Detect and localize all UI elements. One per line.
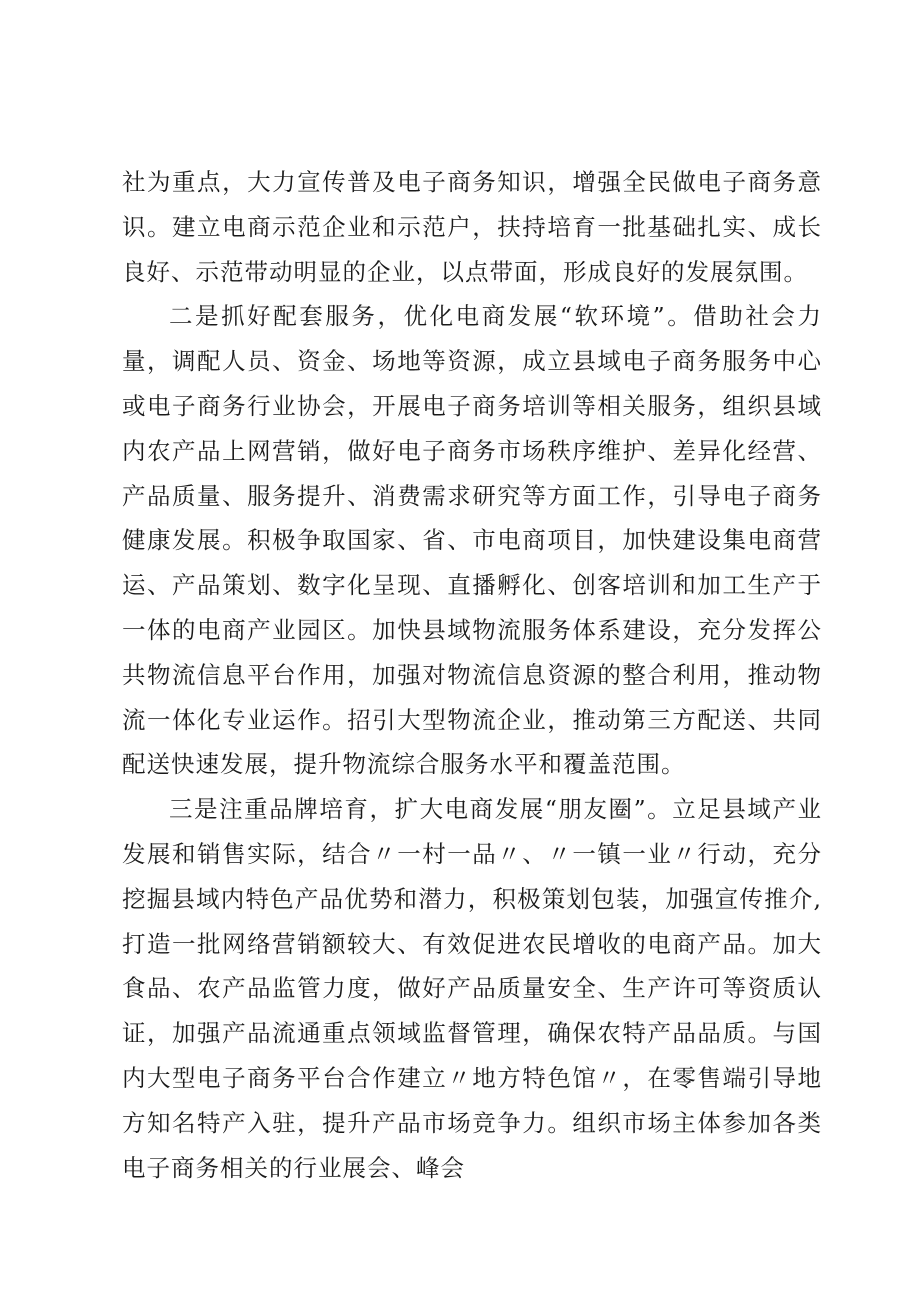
document-body: [122, 160, 822, 1190]
paragraph-2: 二是抓好配套服务，优化电商发展“软环境”。借助社会力量，调配人员、资金、场地等资源，成立县域电子商务服务中心或电子商务行业协会，开展电子商务培训等相关服务，组织县域内农产品上网营销，做好电子商务市场秩序维护、差异化经营、产品质量、服务提升、消费需求研究等方面工作，引导电子商务健康发展。积极争取国家、省、市电商项目，加快建设集电商营运、产品策划、数字化呈现、直播孵化、创客培训和加工生产于一体的电商产业园区。加快县域物流服务体系建设，充分发挥公共物流信息平台作用，加强对物流信息资源的整合利用，推动物流一体化专业运作。招引大型物流企业，推动第三方配送、共同配送快速发展，提升物流综合服务水平和覆盖范围。: [122, 302, 822, 779]
paragraph-1: 社为重点，大力宣传普及电子商务知识，增强全民做电子商务意识。建立电商示范企业和示范户，扶持培育一批基础扎实、成长良好、示范带动明显的企业，以点带面，形成良好的发展氛围。: [122, 168, 822, 286]
paragraph-3: 三是注重品牌培育，扩大电商发展“朋友圈”。立足县域产业发展和销售实际，结合〃一村一品〃、〃一镇一业〃行动，充分挖掘县域内特色产品优势和潜力，积极策划包装，加强宣传推介,打造一批网络营销额较大、有效促进农民增收的电商产品。加大食品、农产品监管力度，做好产品质量安全、生产许可等资质认证，加强产品流通重点领域监督管理，确保农特产品品质。与国内大型电子商务平台合作建立〃地方特色馆〃，在零售端引导地方知名特产入驻，提升产品市场竞争力。组织市场主体参加各类电子商务相关的行业展会、峰会: [122, 795, 822, 1182]
